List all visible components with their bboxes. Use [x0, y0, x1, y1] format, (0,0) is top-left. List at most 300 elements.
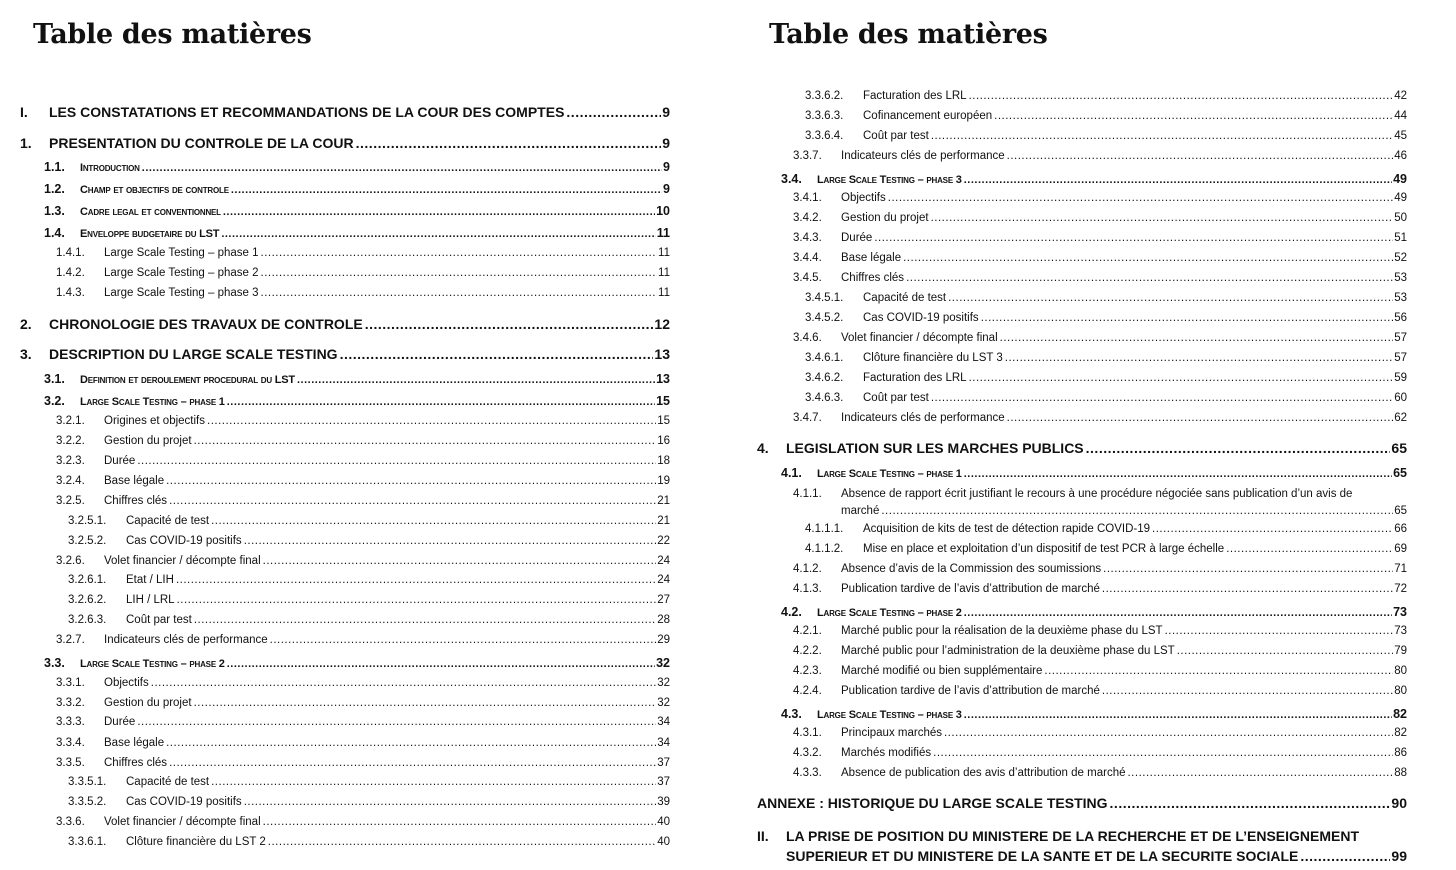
toc-entry[interactable]: [793, 252, 1407, 266]
toc-entry[interactable]: [757, 440, 1407, 457]
toc-entry[interactable]: [793, 232, 1407, 246]
toc-entry[interactable]: [56, 634, 670, 648]
toc-entry-title: Marchés modifiés: [841, 747, 932, 759]
toc-page-number: 28: [657, 614, 670, 626]
toc-entry-title: Base légale: [841, 252, 902, 264]
toc-entry-number: 3.2.5.: [56, 495, 85, 507]
toc-entry[interactable]: [793, 747, 1407, 761]
toc-entry[interactable]: [793, 412, 1407, 426]
toc-entry-number: 3.2.7.: [56, 634, 85, 646]
toc-page-number: 46: [1394, 150, 1407, 162]
dot-leader: [1226, 543, 1393, 557]
toc-entry-title: Cadre legal et conventionnel: [80, 205, 221, 218]
toc-page-number: 65: [1393, 466, 1407, 480]
toc-entry-number: 3.3.6.1.: [68, 836, 107, 848]
toc-page-number: 15: [656, 394, 670, 408]
toc-entry-title: Gestion du projet: [104, 697, 192, 709]
toc-entry-number: 3.3.6.: [56, 816, 85, 828]
dot-leader: [1127, 767, 1393, 781]
toc-entry[interactable]: [757, 795, 1407, 812]
toc-entry[interactable]: [56, 816, 670, 830]
toc-entry-title: Chiffres clés: [841, 272, 905, 284]
toc-entry-number: 3.3.5.: [56, 757, 85, 769]
dot-leader: [177, 594, 657, 608]
dot-leader: [1110, 795, 1391, 812]
toc-page-number: 65: [1394, 504, 1407, 517]
dot-leader: [931, 130, 1393, 144]
toc-page-number: 50: [1394, 212, 1407, 224]
dot-leader: [964, 174, 1392, 187]
toc-entry-number: 3.3.4.: [56, 737, 85, 749]
dot-leader: [340, 346, 654, 363]
toc-entry[interactable]: [793, 625, 1407, 639]
toc-page-number: 53: [1394, 272, 1407, 284]
toc-entry-number: 4.3.3.: [793, 767, 822, 779]
toc-entry-number: 3.4.: [781, 172, 802, 186]
toc-page-number: 99: [1391, 848, 1407, 865]
toc-entry-title: LES CONSTATATIONS ET RECOMMANDATIONS DE LA COUR DES COMPTES: [49, 104, 565, 120]
toc-entry[interactable]: [793, 645, 1407, 659]
toc-entry-title: Chiffres clés: [104, 757, 168, 769]
toc-page-number: 9: [662, 104, 670, 120]
toc-entry-title: Cas COVID-19 positifs: [863, 312, 979, 324]
toc-entry-number: 3.3.2.: [56, 697, 85, 709]
toc-page-right: [737, 0, 1437, 870]
dot-leader: [263, 555, 657, 569]
toc-entry-title-continued: marché: [841, 504, 880, 517]
toc-entry[interactable]: [805, 352, 1407, 366]
toc-entry[interactable]: [56, 697, 670, 711]
toc-entry[interactable]: [56, 495, 670, 509]
toc-entry-number: 3.4.7.: [793, 412, 822, 424]
toc-entry-number: 1.1.: [44, 160, 65, 174]
toc-entry-number: 3.3.6.4.: [805, 130, 844, 142]
dot-leader: [931, 392, 1393, 406]
dot-leader: [176, 574, 656, 588]
dot-leader: [981, 312, 1394, 326]
toc-page-number: 22: [657, 535, 670, 547]
toc-page-number: 82: [1393, 707, 1407, 721]
toc-entry-title: Indicateurs clés de performance: [841, 150, 1005, 162]
dot-leader: [365, 316, 654, 333]
toc-page-number: 13: [656, 372, 670, 386]
toc-entry-title: Large Scale Testing – phase 3: [817, 708, 962, 721]
toc-entry-title: Objectifs: [104, 677, 149, 689]
toc-page-number: 21: [657, 515, 670, 527]
toc-entry[interactable]: [793, 685, 1407, 699]
toc-entry-number: 3.3.5.2.: [68, 796, 107, 808]
toc-entry-title: Volet financier / décompte final: [104, 816, 261, 828]
toc-page-number: 37: [657, 757, 670, 769]
dot-leader: [964, 709, 1392, 722]
dot-leader: [166, 475, 656, 489]
toc-entry-number: 3.4.1.: [793, 192, 822, 204]
toc-entry-number: 3.4.6.1.: [805, 352, 844, 364]
toc-entry-number: 3.2.6.1.: [68, 574, 107, 586]
toc-page-number: 80: [1394, 665, 1407, 677]
toc-entry-number: 3.4.5.: [793, 272, 822, 284]
dot-leader: [994, 110, 1393, 124]
dot-leader: [151, 677, 656, 691]
toc-entry-number: 4.1.1.: [793, 488, 822, 500]
toc-entry-title: Origines et objectifs: [104, 415, 205, 427]
dot-leader: [931, 212, 1394, 226]
toc-entry[interactable]: [56, 475, 670, 489]
toc-entry-title: Acquisition de kits de test de détection rapide COVID-19: [863, 523, 1151, 535]
toc-entry-title: Durée: [841, 232, 873, 244]
toc-page-number: 34: [657, 716, 670, 728]
toc-entry-number: 3.2.2.: [56, 435, 85, 447]
toc-entry[interactable]: [805, 312, 1407, 326]
toc-entry-number: 3.4.3.: [793, 232, 822, 244]
toc-entry[interactable]: [56, 757, 670, 771]
toc-entry-number: 3.2.: [44, 394, 65, 408]
toc-entry-number: 3.3.3.: [56, 716, 85, 728]
toc-entry-title: Large Scale Testing – phase 1: [80, 395, 225, 408]
toc-entry[interactable]: [20, 316, 670, 333]
dot-leader: [964, 607, 1392, 620]
toc-page-number: 88: [1394, 767, 1407, 779]
toc-entry-title: Mise en place et exploitation d’un dispositif de test PCR à large échelle: [863, 543, 1225, 555]
toc-entry-title: Large Scale Testing – phase 2: [104, 267, 259, 279]
toc-entry-number: 4.1.1.2.: [805, 543, 844, 555]
dot-leader: [261, 247, 658, 261]
toc-entry-number: 4.2.3.: [793, 665, 822, 677]
toc-entry-title: Facturation des LRL: [863, 372, 967, 384]
toc-entry-number: 3.2.3.: [56, 455, 85, 467]
toc-page-number: 32: [656, 656, 670, 670]
toc-entry[interactable]: [793, 212, 1407, 226]
toc-entry[interactable]: [805, 110, 1407, 124]
toc-entry-title: LIH / LRL: [126, 594, 175, 606]
toc-entry-title: Large Scale Testing – phase 1: [817, 467, 962, 480]
toc-entry-number: 1.4.3.: [56, 287, 85, 299]
dot-leader: [906, 272, 1393, 286]
toc-page-number: 69: [1394, 543, 1407, 555]
dot-leader: [268, 836, 656, 850]
dot-leader: [263, 816, 657, 830]
toc-entry[interactable]: [793, 583, 1407, 597]
toc-entry[interactable]: [793, 563, 1407, 577]
toc-entry-title: Champ et objectifs de controle: [80, 183, 229, 196]
toc-page-number: 52: [1394, 252, 1407, 264]
toc-entry[interactable]: [805, 392, 1407, 406]
toc-entry-title: Coût par test: [863, 130, 929, 142]
toc-page-number: 49: [1393, 172, 1407, 186]
toc-entry-title: Large Scale Testing – phase 1: [104, 247, 259, 259]
toc-entry-number: 4.1.1.1.: [805, 523, 844, 535]
dot-leader: [944, 727, 1393, 741]
toc-page-left: [0, 0, 700, 870]
toc-entry[interactable]: [781, 707, 1407, 722]
toc-entry-title: Coût par test: [863, 392, 929, 404]
toc-entry-number: 4.1.: [781, 466, 802, 480]
dot-leader: [207, 415, 656, 429]
toc-entry[interactable]: [793, 727, 1407, 741]
toc-entry-title: Absence de publication des avis d’attribution de marché: [841, 767, 1126, 779]
dot-leader: [1007, 150, 1394, 164]
toc-entry[interactable]: [44, 182, 670, 197]
toc-page-number: 11: [658, 267, 670, 279]
toc-entry-title: Clôture financière du LST 3: [863, 352, 1003, 364]
toc-entry[interactable]: [44, 204, 670, 219]
toc-page-number: 73: [1393, 605, 1407, 619]
toc-entry-title-continued: SUPERIEUR ET DU MINISTERE DE LA SANTE ET DE LA SECURITE SOCIALE: [786, 848, 1299, 865]
toc-entry-title: Marché public pour l’administration de la deuxième phase du LST: [841, 645, 1175, 657]
toc-entry-number: 4.2.1.: [793, 625, 822, 637]
toc-page-number: 11: [658, 287, 670, 299]
toc-entry[interactable]: [56, 737, 670, 751]
dot-leader: [1103, 563, 1393, 577]
toc-page-number: 73: [1394, 625, 1407, 637]
dot-leader: [137, 455, 656, 469]
dot-leader: [221, 228, 655, 241]
toc-list: [0, 0, 700, 870]
toc-entry-number: 3.1.: [44, 372, 65, 386]
dot-leader: [211, 776, 656, 790]
toc-page-number: 60: [1394, 392, 1407, 404]
toc-entry[interactable]: [56, 716, 670, 730]
toc-page-number: 62: [1394, 412, 1407, 424]
dot-leader: [297, 374, 655, 387]
dot-leader: [1102, 685, 1393, 699]
toc-entry-number: 4.2.: [781, 605, 802, 619]
page-title: Table des matières: [33, 19, 312, 50]
toc-entry-title: Marché public pour la réalisation de la deuxième phase du LST: [841, 625, 1163, 637]
toc-entry-number: 3.4.5.2.: [805, 312, 844, 324]
toc-entry-number: 3.3.7.: [793, 150, 822, 162]
toc-entry[interactable]: [68, 594, 670, 608]
toc-entry[interactable]: [805, 90, 1407, 104]
dot-leader: [888, 192, 1393, 206]
toc-entry-number: I.: [20, 104, 28, 120]
dot-leader: [194, 697, 657, 711]
toc-page-number: 19: [657, 475, 670, 487]
toc-page-number: 90: [1391, 795, 1407, 811]
toc-entry-number: 3.2.5.2.: [68, 535, 107, 547]
toc-entry-number: 4.1.2.: [793, 563, 822, 575]
toc-page-number: 10: [656, 204, 670, 218]
toc-page-number: 86: [1394, 747, 1407, 759]
toc-page-number: 9: [662, 135, 670, 151]
toc-entry[interactable]: [56, 455, 670, 469]
toc-entry[interactable]: [56, 247, 670, 261]
toc-entry[interactable]: [781, 172, 1407, 187]
toc-entry-number: 1.2.: [44, 182, 65, 196]
toc-entry[interactable]: [56, 287, 670, 301]
toc-entry[interactable]: [56, 435, 670, 449]
dot-leader: [1300, 846, 1390, 866]
toc-entry[interactable]: [805, 543, 1407, 557]
toc-entry-title: Gestion du projet: [841, 212, 929, 224]
toc-page-number: 9: [663, 182, 670, 196]
toc-entry-title: Marché modifié ou bien supplémentaire: [841, 665, 1043, 677]
dot-leader: [244, 535, 657, 549]
toc-entry-title: Introduction: [80, 161, 140, 174]
toc-entry-title: Capacité de test: [863, 292, 947, 304]
toc-entry-title: Cofinancement européen: [863, 110, 993, 122]
dot-leader: [881, 503, 1393, 520]
toc-entry-number: 4.3.: [781, 707, 802, 721]
toc-entry[interactable]: [68, 836, 670, 850]
toc-entry-number: 4.3.2.: [793, 747, 822, 759]
dot-leader: [231, 184, 662, 197]
toc-entry-number: 4.1.3.: [793, 583, 822, 595]
dot-leader: [223, 206, 655, 219]
toc-page-number: 51: [1394, 232, 1407, 244]
toc-page-number: 11: [656, 226, 670, 240]
toc-entry[interactable]: [793, 192, 1407, 206]
toc-entry-title: DESCRIPTION DU LARGE SCALE TESTING: [49, 346, 338, 362]
dot-leader: [933, 747, 1393, 761]
toc-entry[interactable]: [56, 677, 670, 691]
toc-entry-number: 3.3.5.1.: [68, 776, 107, 788]
dot-leader: [1086, 440, 1391, 457]
toc-entry[interactable]: [44, 372, 670, 387]
toc-page-number: 16: [657, 435, 670, 447]
toc-entry[interactable]: [68, 535, 670, 549]
toc-entry[interactable]: [793, 332, 1407, 346]
toc-entry-title: Cas COVID-19 positifs: [126, 796, 242, 808]
toc-entry-title: CHRONOLOGIE DES TRAVAUX DE CONTROLE: [49, 316, 363, 332]
toc-entry[interactable]: [805, 523, 1407, 537]
toc-entry-title: Publication tardive de l’avis d’attribution de marché: [841, 685, 1100, 697]
toc-entry-number: 1.3.: [44, 204, 65, 218]
toc-entry-number: 3.2.6.2.: [68, 594, 107, 606]
toc-entry-number: 4.: [757, 440, 769, 456]
toc-entry-title: Publication tardive de l’avis d’attribution de marché: [841, 583, 1100, 595]
toc-page-number: 12: [654, 316, 670, 332]
toc-page-number: 32: [657, 697, 670, 709]
dot-leader: [137, 716, 656, 730]
toc-entry-title: Absence de rapport écrit justifiant le recours à une procédure négociée sans publication d’un avis de: [841, 488, 1353, 500]
toc-entry-title: Definition et deroulement procedural du LST: [80, 373, 295, 386]
toc-entry-number: 2.: [20, 316, 32, 332]
dot-leader: [874, 232, 1393, 246]
toc-entry-number: 4.2.4.: [793, 685, 822, 697]
page-title: Table des matières: [769, 19, 1048, 50]
toc-entry[interactable]: [56, 555, 670, 569]
toc-page-number: 72: [1394, 583, 1407, 595]
toc-entry[interactable]: [793, 665, 1407, 679]
dot-leader: [194, 614, 656, 628]
toc-entry-number: II.: [757, 828, 769, 844]
toc-entry[interactable]: [68, 515, 670, 529]
toc-page-number: 80: [1394, 685, 1407, 697]
toc-entry[interactable]: [805, 292, 1407, 306]
toc-entry-title: Etat / LIH: [126, 574, 174, 586]
toc-entry[interactable]: [793, 767, 1407, 781]
toc-page-number: 57: [1394, 352, 1407, 364]
toc-entry-title: Objectifs: [841, 192, 886, 204]
toc-entry-title: Enveloppe budgetaire du LST: [80, 227, 220, 240]
toc-page-number: 15: [657, 415, 670, 427]
dot-leader: [969, 372, 1394, 386]
toc-page-number: 45: [1394, 130, 1407, 142]
toc-entry-title: Capacité de test: [126, 515, 210, 527]
toc-page-number: 40: [657, 816, 670, 828]
toc-entry-title: Indicateurs clés de performance: [104, 634, 268, 646]
toc-entry[interactable]: [781, 605, 1407, 620]
toc-entry[interactable]: [44, 226, 670, 241]
dot-leader: [270, 634, 657, 648]
toc-list: [737, 0, 1437, 870]
toc-entry[interactable]: [20, 346, 670, 363]
toc-page-number: 32: [657, 677, 670, 689]
toc-entry-title: ANNEXE : HISTORIQUE DU LARGE SCALE TESTING: [757, 795, 1108, 811]
toc-entry-title: Volet financier / décompte final: [841, 332, 998, 344]
toc-entry-number: 3.2.5.1.: [68, 515, 107, 527]
toc-entry[interactable]: [20, 135, 670, 152]
toc-entry-title: Large Scale Testing – phase 2: [80, 657, 225, 670]
dot-leader: [142, 162, 662, 175]
toc-entry[interactable]: [56, 267, 670, 281]
toc-entry-number: 3.2.1.: [56, 415, 85, 427]
toc-entry[interactable]: [44, 160, 670, 175]
toc-entry-number: 3.: [20, 346, 32, 362]
toc-entry[interactable]: [793, 272, 1407, 286]
dot-leader: [1044, 665, 1393, 679]
dot-leader: [244, 796, 657, 810]
toc-entry[interactable]: [68, 574, 670, 588]
toc-page-number: 27: [657, 594, 670, 606]
toc-entry-title: Coût par test: [126, 614, 192, 626]
toc-entry[interactable]: [793, 150, 1407, 164]
toc-entry-title: Absence d’avis de la Commission des soumissions: [841, 563, 1102, 575]
dot-leader: [211, 515, 656, 529]
toc-entry[interactable]: [68, 796, 670, 810]
toc-page-number: 65: [1391, 440, 1407, 456]
toc-entry-number: 3.4.2.: [793, 212, 822, 224]
toc-entry[interactable]: [20, 104, 670, 121]
dot-leader: [227, 658, 655, 671]
toc-page-number: 57: [1394, 332, 1407, 344]
dot-leader: [969, 90, 1394, 104]
dot-leader: [261, 287, 658, 301]
toc-page-number: 71: [1394, 563, 1407, 575]
toc-entry[interactable]: [44, 656, 670, 671]
toc-entry-title: Indicateurs clés de performance: [841, 412, 1005, 424]
toc-entry-title: Facturation des LRL: [863, 90, 967, 102]
toc-entry[interactable]: [805, 130, 1407, 144]
toc-entry-title: LA PRISE DE POSITION DU MINISTERE DE LA RECHERCHE ET DE L’ENSEIGNEMENT: [786, 828, 1360, 844]
toc-entry-title: Volet financier / décompte final: [104, 555, 261, 567]
toc-page-number: 24: [657, 555, 670, 567]
toc-entry[interactable]: [56, 415, 670, 429]
toc-page-number: 18: [657, 455, 670, 467]
toc-entry[interactable]: [44, 394, 670, 409]
dot-leader: [1152, 523, 1393, 537]
dot-leader: [1102, 583, 1393, 597]
toc-entry-title: Capacité de test: [126, 776, 210, 788]
toc-entry-number: 3.3.1.: [56, 677, 85, 689]
toc-entry[interactable]: [805, 372, 1407, 386]
toc-entry-number: 3.2.4.: [56, 475, 85, 487]
toc-entry[interactable]: [781, 466, 1407, 481]
toc-entry[interactable]: [757, 826, 1407, 867]
toc-entry-title: Durée: [104, 455, 136, 467]
toc-entry[interactable]: [793, 486, 1407, 519]
dot-leader: [356, 135, 662, 152]
toc-entry[interactable]: [68, 776, 670, 790]
toc-entry-number: 3.3.6.2.: [805, 90, 844, 102]
toc-entry-number: 1.4.: [44, 226, 65, 240]
dot-leader: [166, 737, 656, 751]
toc-entry-number: 3.2.6.3.: [68, 614, 107, 626]
toc-entry-number: 1.: [20, 135, 32, 151]
toc-page-number: 13: [654, 346, 670, 362]
toc-entry[interactable]: [68, 614, 670, 628]
